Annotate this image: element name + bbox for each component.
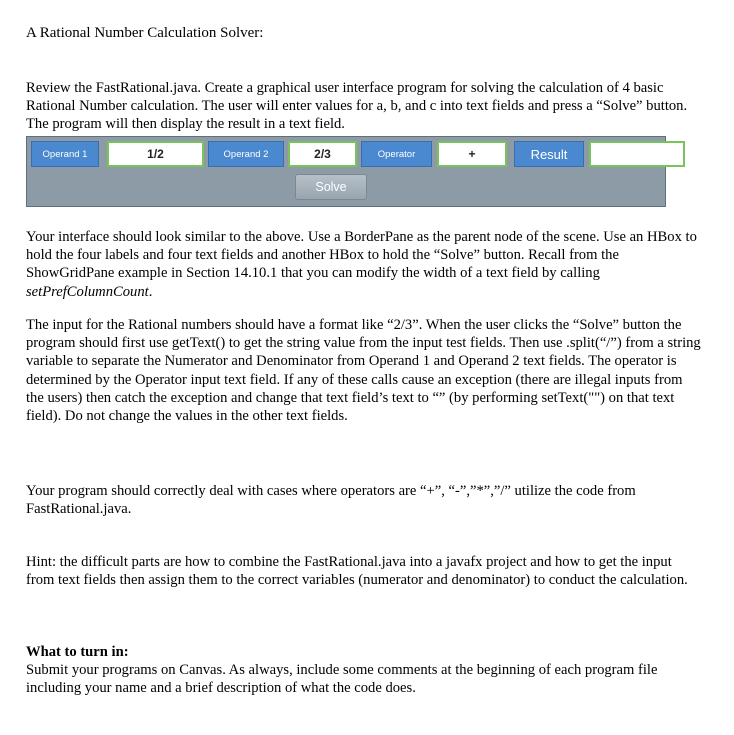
document-title: A Rational Number Calculation Solver: [26, 25, 264, 41]
input-row [27, 141, 665, 167]
operator-field[interactable]: + [437, 141, 507, 167]
interface-paragraph-text: Your interface should look similar to the above. Use a BorderPane as the parent node of the scene. Use an HBox to hold the four labels and four text fields and another HBox to hold the “Solve” button. Recall from the ShowGridPane example in Section 14.10.1 that you can modify the width of a text field by calling [26, 229, 697, 282]
input-format-paragraph: The input for the Rational numbers should have a format like “2/3”. When the user clicks the “Solve” button the program should first use getText() to get the string value from the input test fields. Then use .split(“/”) from a string variable to separate the Numerator and Denominator from Operand 1 and Operand 2 text fields. The operator is determined by the Operator input text field. If any of these calls cause an exception (there are illegal inputs from the users) then catch the exception and change that text field’s text to “” (by performing setText("") on that text field). Do not change the values in the other text fields. [26, 317, 701, 425]
calculator-mockup [26, 136, 666, 207]
method-name: setPrefColumnCount [26, 283, 149, 300]
operand1-field[interactable]: 1/2 [107, 141, 204, 167]
intro-paragraph: Review the FastRational.java. Create a graphical user interface program for solving the calculation of 4 basic Rational Number calculation. The user will enter values for a, b, and c into text fields and press a “Solve” button. The program will then display the result in a text field. [26, 80, 688, 133]
result-label: Result [514, 141, 584, 167]
turn-in-heading: What to turn in: [26, 644, 129, 660]
operand2-field[interactable]: 2/3 [288, 141, 357, 167]
operand1-label: Operand 1 [31, 141, 99, 167]
operator-label: Operator [361, 141, 432, 167]
hint-paragraph: Hint: the difficult parts are how to combine the FastRational.java into a javafx project and how to get the input from text fields then assign them to the correct variables (numerator and denominator) to conduct the calculation. [26, 554, 688, 589]
turn-in-section [26, 643, 702, 698]
turn-in-text: Submit your programs on Canvas. As always, include some comments at the beginning of each program file including your name and a brief description of what the code does. [26, 662, 658, 697]
operators-paragraph: Your program should correctly deal with cases where operators are “+”, “-”,”*”,”/” utilize the code from FastRational.java. [26, 483, 636, 518]
result-field[interactable] [589, 141, 685, 167]
interface-paragraph-end: . [148, 283, 153, 300]
operand2-label: Operand 2 [208, 141, 284, 167]
interface-paragraph [26, 228, 702, 301]
solve-button[interactable]: Solve [295, 174, 367, 200]
